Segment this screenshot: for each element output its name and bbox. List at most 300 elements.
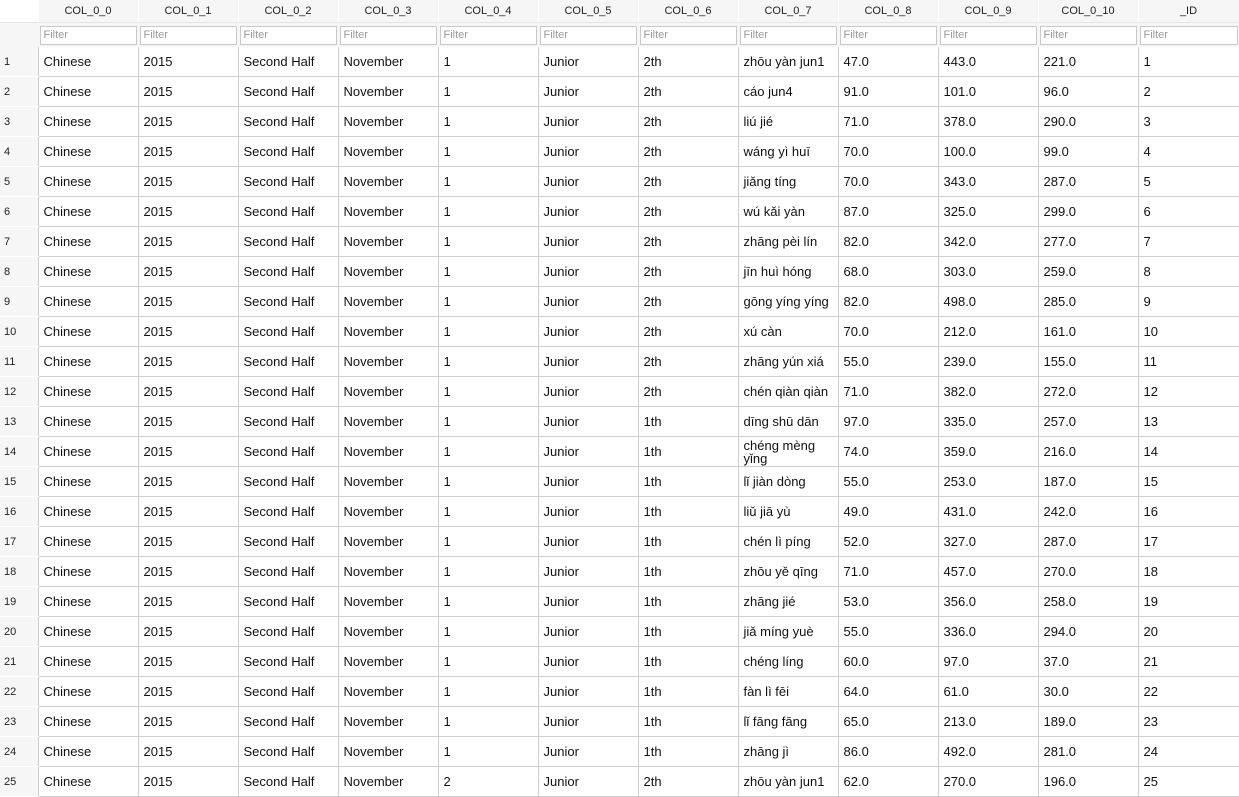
table-cell[interactable]: Chinese bbox=[38, 317, 138, 347]
table-cell[interactable]: 1 bbox=[1138, 47, 1239, 77]
table-cell[interactable]: 20 bbox=[1138, 617, 1239, 647]
table-cell[interactable]: Junior bbox=[538, 617, 638, 647]
table-cell[interactable]: 1 bbox=[438, 557, 538, 587]
table-cell[interactable]: 270.0 bbox=[938, 767, 1038, 797]
table-row[interactable] bbox=[0, 527, 1239, 557]
column-header-10[interactable]: COL_0_9 bbox=[938, 0, 1038, 23]
table-cell[interactable]: 6 bbox=[1138, 197, 1239, 227]
table-cell[interactable]: 55.0 bbox=[838, 347, 938, 377]
table-cell[interactable]: 2015 bbox=[138, 137, 238, 167]
table-cell[interactable]: 10 bbox=[1138, 317, 1239, 347]
table-cell[interactable]: Second Half bbox=[238, 257, 338, 287]
column-header-9[interactable]: COL_0_8 bbox=[838, 0, 938, 23]
filter-input-6[interactable] bbox=[540, 26, 637, 45]
table-cell[interactable]: Junior bbox=[538, 407, 638, 437]
table-cell[interactable]: Junior bbox=[538, 767, 638, 797]
table-cell[interactable]: November bbox=[338, 287, 438, 317]
table-row[interactable] bbox=[0, 377, 1239, 407]
table-cell[interactable]: Second Half bbox=[238, 377, 338, 407]
table-cell[interactable]: 70.0 bbox=[838, 137, 938, 167]
table-cell[interactable]: November bbox=[338, 527, 438, 557]
table-cell[interactable]: 2015 bbox=[138, 467, 238, 497]
table-cell[interactable]: November bbox=[338, 767, 438, 797]
table-cell[interactable]: 213.0 bbox=[938, 707, 1038, 737]
table-cell[interactable]: Junior bbox=[538, 107, 638, 137]
table-cell[interactable]: 303.0 bbox=[938, 257, 1038, 287]
table-cell[interactable]: 212.0 bbox=[938, 317, 1038, 347]
table-cell[interactable]: 2 bbox=[438, 767, 538, 797]
table-cell[interactable]: Junior bbox=[538, 557, 638, 587]
table-cell[interactable]: xú càn bbox=[738, 317, 838, 347]
table-cell[interactable]: wáng yì huī bbox=[738, 137, 838, 167]
table-row[interactable] bbox=[0, 767, 1239, 797]
table-row[interactable] bbox=[0, 257, 1239, 287]
table-cell[interactable]: 1 bbox=[438, 407, 538, 437]
table-cell[interactable]: Second Half bbox=[238, 197, 338, 227]
table-cell[interactable]: 277.0 bbox=[1038, 227, 1138, 257]
table-cell[interactable]: 97.0 bbox=[838, 407, 938, 437]
table-cell[interactable]: Second Half bbox=[238, 77, 338, 107]
table-cell[interactable]: 1 bbox=[438, 197, 538, 227]
table-cell[interactable]: 285.0 bbox=[1038, 287, 1138, 317]
column-header-4[interactable]: COL_0_3 bbox=[338, 0, 438, 23]
table-cell[interactable]: Second Half bbox=[238, 287, 338, 317]
table-cell[interactable]: 187.0 bbox=[1038, 467, 1138, 497]
filter-input-2[interactable] bbox=[140, 26, 237, 45]
table-cell[interactable]: November bbox=[338, 47, 438, 77]
column-header-5[interactable]: COL_0_4 bbox=[438, 0, 538, 23]
table-cell[interactable]: 1th bbox=[638, 587, 738, 617]
table-cell[interactable]: 290.0 bbox=[1038, 107, 1138, 137]
table-row[interactable] bbox=[0, 737, 1239, 767]
table-cell[interactable]: 287.0 bbox=[1038, 167, 1138, 197]
table-cell[interactable]: 1th bbox=[638, 677, 738, 707]
table-cell[interactable]: 2th bbox=[638, 137, 738, 167]
table-cell[interactable]: Chinese bbox=[38, 557, 138, 587]
table-cell[interactable]: 25 bbox=[1138, 767, 1239, 797]
table-row[interactable] bbox=[0, 77, 1239, 107]
column-header-6[interactable]: COL_0_5 bbox=[538, 0, 638, 23]
table-cell[interactable]: 2 bbox=[1138, 77, 1239, 107]
filter-input-5[interactable] bbox=[440, 26, 537, 45]
table-cell[interactable]: Chinese bbox=[38, 167, 138, 197]
table-cell[interactable]: 14 bbox=[1138, 437, 1239, 467]
table-cell[interactable]: jiǎng tíng bbox=[738, 167, 838, 197]
table-cell[interactable]: 1 bbox=[438, 617, 538, 647]
table-cell[interactable]: November bbox=[338, 197, 438, 227]
table-cell[interactable]: 17 bbox=[1138, 527, 1239, 557]
table-cell[interactable]: Second Half bbox=[238, 527, 338, 557]
table-cell[interactable]: 359.0 bbox=[938, 437, 1038, 467]
table-cell[interactable]: Second Half bbox=[238, 317, 338, 347]
table-cell[interactable]: 2th bbox=[638, 47, 738, 77]
table-cell[interactable]: jīn huì hóng bbox=[738, 257, 838, 287]
table-row[interactable] bbox=[0, 347, 1239, 377]
table-cell[interactable]: Second Half bbox=[238, 677, 338, 707]
table-cell[interactable]: 2th bbox=[638, 107, 738, 137]
table-cell[interactable]: Chinese bbox=[38, 647, 138, 677]
table-cell[interactable]: 1 bbox=[438, 137, 538, 167]
table-cell[interactable]: 1 bbox=[438, 527, 538, 557]
table-cell[interactable]: Junior bbox=[538, 347, 638, 377]
table-cell[interactable]: 2th bbox=[638, 257, 738, 287]
filter-input-7[interactable] bbox=[640, 26, 737, 45]
table-cell[interactable]: 16 bbox=[1138, 497, 1239, 527]
table-cell[interactable]: Chinese bbox=[38, 347, 138, 377]
table-cell[interactable]: November bbox=[338, 77, 438, 107]
table-cell[interactable]: 2015 bbox=[138, 197, 238, 227]
table-cell[interactable]: 15 bbox=[1138, 467, 1239, 497]
table-cell[interactable]: Chinese bbox=[38, 77, 138, 107]
table-cell[interactable]: 257.0 bbox=[1038, 407, 1138, 437]
table-cell[interactable]: November bbox=[338, 587, 438, 617]
filter-input-12[interactable] bbox=[1140, 26, 1238, 45]
table-cell[interactable]: November bbox=[338, 557, 438, 587]
table-cell[interactable]: November bbox=[338, 407, 438, 437]
table-cell[interactable]: 9 bbox=[1138, 287, 1239, 317]
table-cell[interactable]: November bbox=[338, 437, 438, 467]
table-cell[interactable]: Chinese bbox=[38, 677, 138, 707]
table-cell[interactable]: 189.0 bbox=[1038, 707, 1138, 737]
table-cell[interactable]: 2015 bbox=[138, 317, 238, 347]
table-cell[interactable]: 24 bbox=[1138, 737, 1239, 767]
table-cell[interactable]: 155.0 bbox=[1038, 347, 1138, 377]
table-cell[interactable]: 1 bbox=[438, 47, 538, 77]
table-cell[interactable]: Junior bbox=[538, 497, 638, 527]
table-cell[interactable]: 1 bbox=[438, 107, 538, 137]
table-cell[interactable]: 2015 bbox=[138, 587, 238, 617]
table-cell[interactable]: 2015 bbox=[138, 47, 238, 77]
table-cell[interactable]: chén qiàn qiàn bbox=[738, 377, 838, 407]
table-cell[interactable]: cáo jun4 bbox=[738, 77, 838, 107]
table-cell[interactable]: 1th bbox=[638, 407, 738, 437]
table-cell[interactable]: 82.0 bbox=[838, 287, 938, 317]
table-cell[interactable]: 457.0 bbox=[938, 557, 1038, 587]
table-cell[interactable]: 11 bbox=[1138, 347, 1239, 377]
table-cell[interactable]: 74.0 bbox=[838, 437, 938, 467]
table-cell[interactable]: 343.0 bbox=[938, 167, 1038, 197]
table-cell[interactable]: November bbox=[338, 677, 438, 707]
table-cell[interactable]: 1th bbox=[638, 437, 738, 467]
table-cell[interactable]: 2015 bbox=[138, 707, 238, 737]
table-cell[interactable]: 1 bbox=[438, 437, 538, 467]
table-cell[interactable]: 65.0 bbox=[838, 707, 938, 737]
table-cell[interactable]: 1 bbox=[438, 677, 538, 707]
table-cell[interactable]: 2th bbox=[638, 197, 738, 227]
filter-input-10[interactable] bbox=[940, 26, 1037, 45]
table-cell[interactable]: 1th bbox=[638, 497, 738, 527]
table-cell[interactable]: 356.0 bbox=[938, 587, 1038, 617]
table-row[interactable] bbox=[0, 467, 1239, 497]
table-cell[interactable]: 2015 bbox=[138, 527, 238, 557]
table-cell[interactable]: 2015 bbox=[138, 647, 238, 677]
table-cell[interactable]: 87.0 bbox=[838, 197, 938, 227]
table-cell[interactable]: 325.0 bbox=[938, 197, 1038, 227]
table-cell[interactable]: Second Half bbox=[238, 647, 338, 677]
table-cell[interactable]: 64.0 bbox=[838, 677, 938, 707]
table-cell[interactable]: jiǎ míng yuè bbox=[738, 617, 838, 647]
table-cell[interactable]: 378.0 bbox=[938, 107, 1038, 137]
table-cell[interactable]: 221.0 bbox=[1038, 47, 1138, 77]
table-cell[interactable]: Chinese bbox=[38, 377, 138, 407]
table-row[interactable] bbox=[0, 167, 1239, 197]
table-cell[interactable]: 327.0 bbox=[938, 527, 1038, 557]
table-cell[interactable]: Junior bbox=[538, 527, 638, 557]
table-cell[interactable]: lǐ jiàn dòng bbox=[738, 467, 838, 497]
table-cell[interactable]: Junior bbox=[538, 677, 638, 707]
table-cell[interactable]: 242.0 bbox=[1038, 497, 1138, 527]
table-cell[interactable]: Junior bbox=[538, 77, 638, 107]
table-cell[interactable]: 62.0 bbox=[838, 767, 938, 797]
table-cell[interactable]: lǐ fāng fāng bbox=[738, 707, 838, 737]
table-cell[interactable]: zhāng yún xiá bbox=[738, 347, 838, 377]
table-row[interactable] bbox=[0, 197, 1239, 227]
table-cell[interactable]: 335.0 bbox=[938, 407, 1038, 437]
column-header-8[interactable]: COL_0_7 bbox=[738, 0, 838, 23]
table-cell[interactable]: 1th bbox=[638, 617, 738, 647]
table-cell[interactable]: Chinese bbox=[38, 767, 138, 797]
filter-input-1[interactable] bbox=[40, 26, 137, 45]
table-cell[interactable]: 2th bbox=[638, 77, 738, 107]
table-cell[interactable]: 1 bbox=[438, 257, 538, 287]
table-cell[interactable]: 61.0 bbox=[938, 677, 1038, 707]
table-cell[interactable]: 431.0 bbox=[938, 497, 1038, 527]
table-cell[interactable]: 336.0 bbox=[938, 617, 1038, 647]
table-cell[interactable]: November bbox=[338, 107, 438, 137]
table-cell[interactable]: Second Half bbox=[238, 737, 338, 767]
table-cell[interactable]: 281.0 bbox=[1038, 737, 1138, 767]
table-cell[interactable]: dīng shū dān bbox=[738, 407, 838, 437]
table-cell[interactable]: 71.0 bbox=[838, 107, 938, 137]
table-cell[interactable]: 1 bbox=[438, 377, 538, 407]
table-cell[interactable]: 1th bbox=[638, 707, 738, 737]
table-cell[interactable]: Second Half bbox=[238, 767, 338, 797]
table-cell[interactable]: 2th bbox=[638, 317, 738, 347]
table-cell[interactable]: 37.0 bbox=[1038, 647, 1138, 677]
table-cell[interactable]: Second Half bbox=[238, 167, 338, 197]
table-cell[interactable]: 30.0 bbox=[1038, 677, 1138, 707]
table-cell[interactable]: chéng líng bbox=[738, 647, 838, 677]
table-cell[interactable]: Junior bbox=[538, 227, 638, 257]
table-cell[interactable]: 258.0 bbox=[1038, 587, 1138, 617]
table-cell[interactable]: Chinese bbox=[38, 497, 138, 527]
table-cell[interactable]: 2th bbox=[638, 377, 738, 407]
table-cell[interactable]: November bbox=[338, 647, 438, 677]
table-cell[interactable]: 1 bbox=[438, 77, 538, 107]
table-cell[interactable]: Junior bbox=[538, 377, 638, 407]
filter-input-3[interactable] bbox=[240, 26, 337, 45]
table-row[interactable] bbox=[0, 317, 1239, 347]
table-cell[interactable]: 294.0 bbox=[1038, 617, 1138, 647]
table-cell[interactable]: Junior bbox=[538, 167, 638, 197]
table-cell[interactable]: November bbox=[338, 737, 438, 767]
table-cell[interactable]: Chinese bbox=[38, 137, 138, 167]
table-cell[interactable]: Junior bbox=[538, 317, 638, 347]
table-cell[interactable]: 1 bbox=[438, 317, 538, 347]
table-cell[interactable]: 2th bbox=[638, 167, 738, 197]
table-cell[interactable]: 100.0 bbox=[938, 137, 1038, 167]
table-cell[interactable]: zhāng jì bbox=[738, 737, 838, 767]
table-cell[interactable]: 2015 bbox=[138, 77, 238, 107]
table-cell[interactable]: 18 bbox=[1138, 557, 1239, 587]
table-cell[interactable]: 8 bbox=[1138, 257, 1239, 287]
column-header-11[interactable]: COL_0_10 bbox=[1038, 0, 1138, 23]
table-cell[interactable]: 2th bbox=[638, 347, 738, 377]
table-cell[interactable]: Chinese bbox=[38, 527, 138, 557]
table-row[interactable] bbox=[0, 137, 1239, 167]
table-cell[interactable]: 498.0 bbox=[938, 287, 1038, 317]
table-cell[interactable]: 161.0 bbox=[1038, 317, 1138, 347]
column-header-2[interactable]: COL_0_1 bbox=[138, 0, 238, 23]
table-cell[interactable]: Junior bbox=[538, 437, 638, 467]
table-cell[interactable]: Chinese bbox=[38, 107, 138, 137]
table-cell[interactable]: 1 bbox=[438, 467, 538, 497]
table-cell[interactable]: 12 bbox=[1138, 377, 1239, 407]
table-cell[interactable]: Second Half bbox=[238, 467, 338, 497]
table-cell[interactable]: Second Half bbox=[238, 557, 338, 587]
table-cell[interactable]: 1th bbox=[638, 737, 738, 767]
table-cell[interactable]: Junior bbox=[538, 197, 638, 227]
table-cell[interactable]: 2015 bbox=[138, 107, 238, 137]
table-row[interactable] bbox=[0, 587, 1239, 617]
table-cell[interactable]: Second Half bbox=[238, 347, 338, 377]
table-cell[interactable]: 99.0 bbox=[1038, 137, 1138, 167]
table-cell[interactable]: gōng yíng yíng bbox=[738, 287, 838, 317]
table-cell[interactable]: 70.0 bbox=[838, 317, 938, 347]
table-cell[interactable]: 2015 bbox=[138, 497, 238, 527]
table-cell[interactable]: 2015 bbox=[138, 377, 238, 407]
table-cell[interactable]: 2th bbox=[638, 287, 738, 317]
table-cell[interactable]: 259.0 bbox=[1038, 257, 1138, 287]
table-row[interactable] bbox=[0, 107, 1239, 137]
table-cell[interactable]: 2015 bbox=[138, 767, 238, 797]
table-cell[interactable]: Second Half bbox=[238, 107, 338, 137]
table-cell[interactable]: liú jié bbox=[738, 107, 838, 137]
table-cell[interactable]: Second Half bbox=[238, 137, 338, 167]
table-cell[interactable]: Chinese bbox=[38, 617, 138, 647]
table-cell[interactable]: 96.0 bbox=[1038, 77, 1138, 107]
table-cell[interactable]: 287.0 bbox=[1038, 527, 1138, 557]
table-cell[interactable]: November bbox=[338, 467, 438, 497]
table-cell[interactable]: 91.0 bbox=[838, 77, 938, 107]
table-cell[interactable]: Second Half bbox=[238, 617, 338, 647]
table-cell[interactable]: Chinese bbox=[38, 437, 138, 467]
table-cell[interactable]: 492.0 bbox=[938, 737, 1038, 767]
table-cell[interactable]: Junior bbox=[538, 587, 638, 617]
table-cell[interactable]: 70.0 bbox=[838, 167, 938, 197]
column-header-1[interactable]: COL_0_0 bbox=[38, 0, 138, 23]
table-cell[interactable]: 2015 bbox=[138, 677, 238, 707]
table-cell[interactable]: Junior bbox=[538, 737, 638, 767]
table-cell[interactable]: 1 bbox=[438, 737, 538, 767]
table-cell[interactable]: Chinese bbox=[38, 47, 138, 77]
table-cell[interactable]: 299.0 bbox=[1038, 197, 1138, 227]
table-cell[interactable]: November bbox=[338, 317, 438, 347]
table-cell[interactable]: 5 bbox=[1138, 167, 1239, 197]
table-cell[interactable]: November bbox=[338, 377, 438, 407]
table-cell[interactable]: 13 bbox=[1138, 407, 1239, 437]
table-cell[interactable]: 342.0 bbox=[938, 227, 1038, 257]
table-row[interactable] bbox=[0, 437, 1239, 467]
filter-input-11[interactable] bbox=[1040, 26, 1137, 45]
table-cell[interactable]: liǔ jiā yù bbox=[738, 497, 838, 527]
table-cell[interactable]: zhōu yàn jun1 bbox=[738, 47, 838, 77]
table-cell[interactable]: November bbox=[338, 137, 438, 167]
table-cell[interactable]: 19 bbox=[1138, 587, 1239, 617]
table-cell[interactable]: Junior bbox=[538, 287, 638, 317]
table-cell[interactable]: 1th bbox=[638, 647, 738, 677]
table-cell[interactable]: November bbox=[338, 617, 438, 647]
table-cell[interactable]: November bbox=[338, 707, 438, 737]
table-cell[interactable]: 55.0 bbox=[838, 617, 938, 647]
filter-input-9[interactable] bbox=[840, 26, 937, 45]
table-cell[interactable]: 270.0 bbox=[1038, 557, 1138, 587]
table-row[interactable] bbox=[0, 647, 1239, 677]
table-cell[interactable]: 23 bbox=[1138, 707, 1239, 737]
table-cell[interactable]: 3 bbox=[1138, 107, 1239, 137]
table-cell[interactable]: Chinese bbox=[38, 587, 138, 617]
column-header-3[interactable]: COL_0_2 bbox=[238, 0, 338, 23]
table-cell[interactable]: 1 bbox=[438, 707, 538, 737]
table-cell[interactable]: Chinese bbox=[38, 737, 138, 767]
table-cell[interactable]: 443.0 bbox=[938, 47, 1038, 77]
table-row[interactable] bbox=[0, 617, 1239, 647]
table-cell[interactable]: 1 bbox=[438, 647, 538, 677]
table-cell[interactable]: 1th bbox=[638, 467, 738, 497]
table-cell[interactable]: chéng mèng yǐng bbox=[738, 437, 838, 467]
table-cell[interactable]: Junior bbox=[538, 707, 638, 737]
table-row[interactable] bbox=[0, 407, 1239, 437]
table-cell[interactable]: 2015 bbox=[138, 617, 238, 647]
table-cell[interactable]: 1th bbox=[638, 557, 738, 587]
table-cell[interactable]: Chinese bbox=[38, 467, 138, 497]
table-cell[interactable]: 2015 bbox=[138, 347, 238, 377]
table-cell[interactable]: November bbox=[338, 257, 438, 287]
table-row[interactable] bbox=[0, 287, 1239, 317]
table-cell[interactable]: Second Half bbox=[238, 707, 338, 737]
table-cell[interactable]: November bbox=[338, 227, 438, 257]
table-row[interactable] bbox=[0, 677, 1239, 707]
table-cell[interactable]: chén lì píng bbox=[738, 527, 838, 557]
table-cell[interactable]: Chinese bbox=[38, 287, 138, 317]
table-cell[interactable]: zhōu yě qīng bbox=[738, 557, 838, 587]
table-cell[interactable]: 68.0 bbox=[838, 257, 938, 287]
table-cell[interactable]: Chinese bbox=[38, 227, 138, 257]
table-cell[interactable]: 49.0 bbox=[838, 497, 938, 527]
table-cell[interactable]: Second Half bbox=[238, 407, 338, 437]
table-cell[interactable]: 71.0 bbox=[838, 557, 938, 587]
table-cell[interactable]: Chinese bbox=[38, 257, 138, 287]
table-cell[interactable]: Junior bbox=[538, 257, 638, 287]
table-cell[interactable]: 60.0 bbox=[838, 647, 938, 677]
table-cell[interactable]: 2015 bbox=[138, 257, 238, 287]
table-cell[interactable]: 2015 bbox=[138, 287, 238, 317]
filter-input-4[interactable] bbox=[340, 26, 437, 45]
table-cell[interactable]: 216.0 bbox=[1038, 437, 1138, 467]
table-cell[interactable]: 47.0 bbox=[838, 47, 938, 77]
table-cell[interactable]: 2th bbox=[638, 767, 738, 797]
column-header-7[interactable]: COL_0_6 bbox=[638, 0, 738, 23]
table-row[interactable] bbox=[0, 557, 1239, 587]
table-cell[interactable]: 2015 bbox=[138, 227, 238, 257]
table-cell[interactable]: 2th bbox=[638, 227, 738, 257]
table-cell[interactable]: November bbox=[338, 347, 438, 377]
table-cell[interactable]: zhāng jié bbox=[738, 587, 838, 617]
table-cell[interactable]: 2015 bbox=[138, 737, 238, 767]
table-cell[interactable]: 53.0 bbox=[838, 587, 938, 617]
table-cell[interactable]: 239.0 bbox=[938, 347, 1038, 377]
table-cell[interactable]: Junior bbox=[538, 467, 638, 497]
